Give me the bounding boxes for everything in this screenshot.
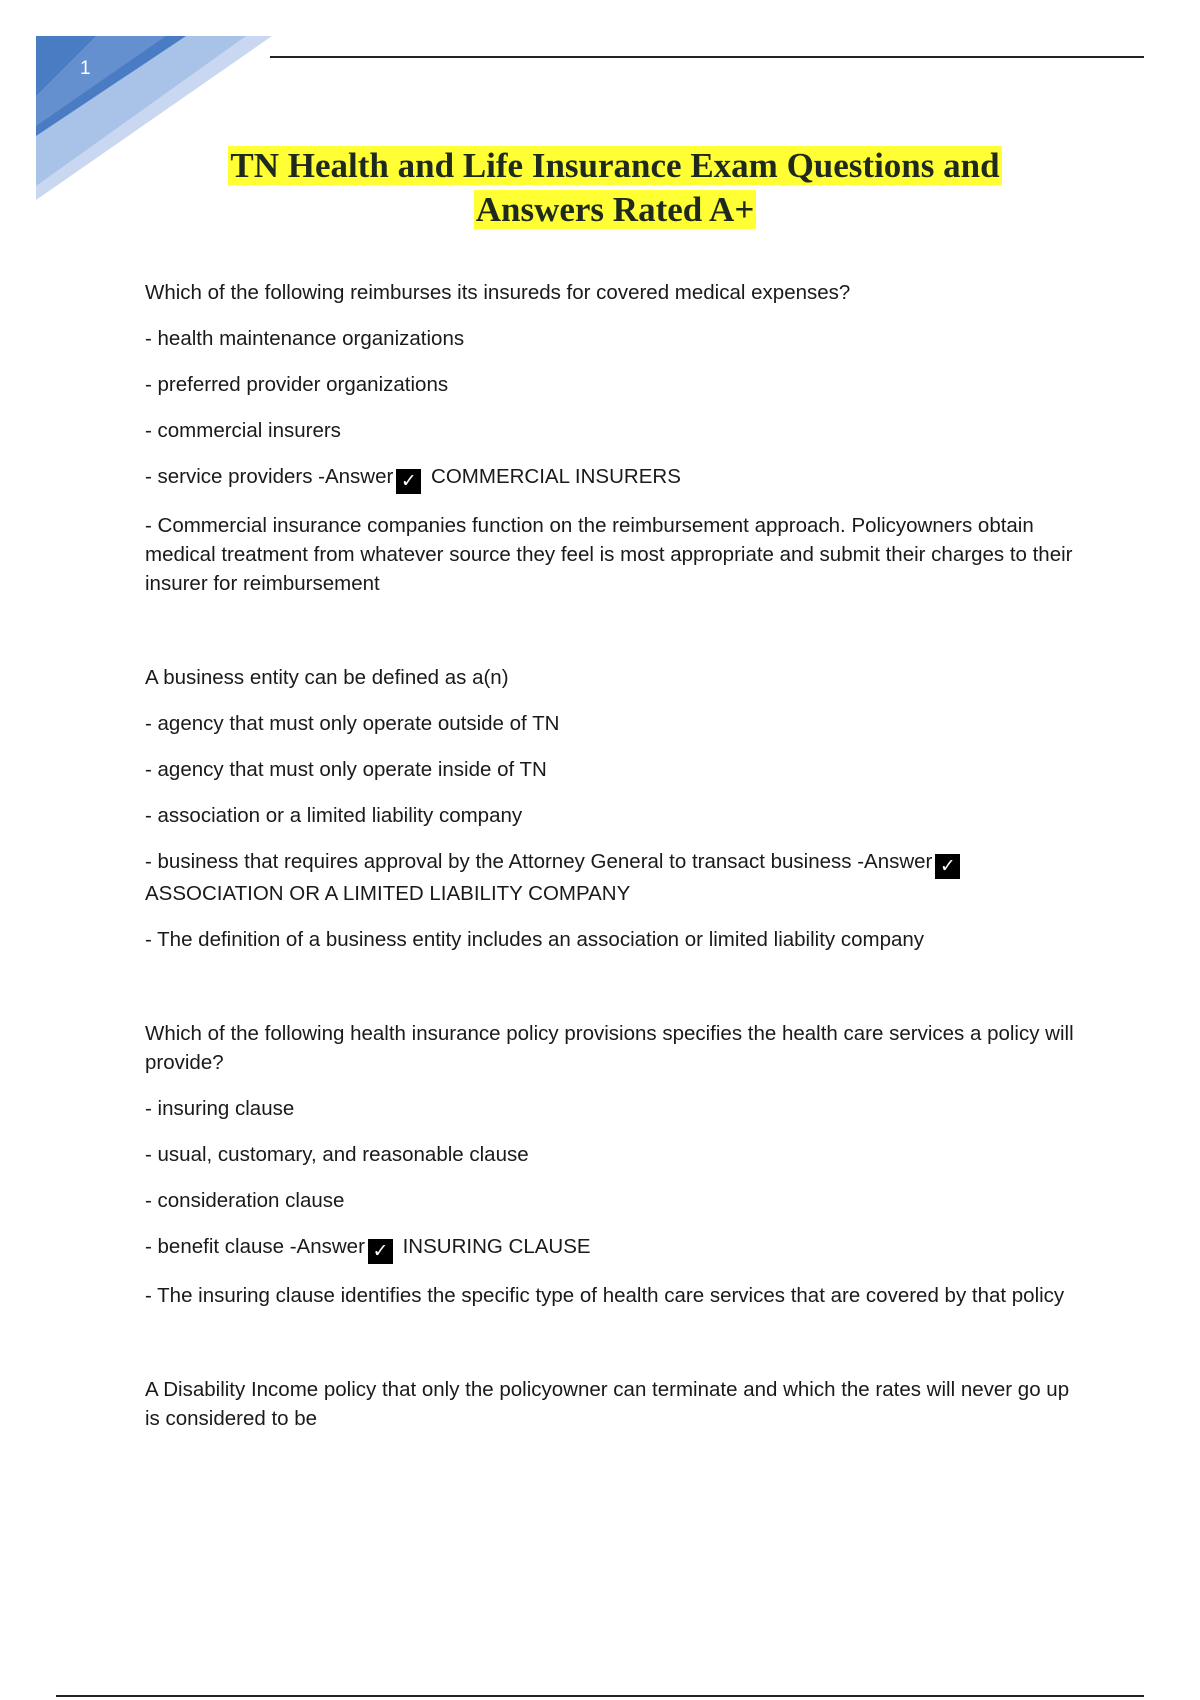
answer-option: - consideration clause <box>145 1189 345 1212</box>
answer-lead: - benefit clause -Answer <box>145 1235 365 1258</box>
answer-option: - insuring clause <box>145 1097 295 1120</box>
title-line-1: TN Health and Life Insurance Exam Questions and <box>230 146 1000 185</box>
answer-line <box>145 847 1085 908</box>
question-block <box>145 1375 1085 1433</box>
answer-option: - usual, customary, and reasonable clause <box>145 1143 529 1166</box>
answer-option: - association or a limited liability company <box>145 804 523 827</box>
title-line-2: Answers Rated A+ <box>475 190 755 229</box>
question-stem: Which of the following reimburses its insureds for covered medical expenses? <box>145 281 851 304</box>
answer-lead: - service providers -Answer <box>145 465 394 488</box>
footer-rule <box>56 1695 1144 1697</box>
questions-content <box>145 278 1085 1450</box>
question-spacer <box>145 615 1085 663</box>
checkmark-box-icon: ✓ <box>368 1239 393 1264</box>
answer-lead: - business that requires approval by the Attorney General to transact business -Answer <box>145 850 933 873</box>
answer-explanation: - The definition of a business entity includes an association or limited liability company <box>145 928 925 951</box>
correct-answer: COMMERCIAL INSURERS <box>431 465 681 488</box>
question-stem: A business entity can be defined as a(n) <box>145 666 509 689</box>
correct-answer: INSURING CLAUSE <box>402 1235 591 1258</box>
answer-option: - commercial insurers <box>145 419 341 442</box>
checkmark-box-icon: ✓ <box>935 854 960 879</box>
checkmark-box-icon: ✓ <box>396 469 421 494</box>
document-title <box>100 144 1130 232</box>
correct-answer: ASSOCIATION OR A LIMITED LIABILITY COMPANY <box>145 882 631 905</box>
page-number: 1 <box>80 58 91 79</box>
header-rule <box>270 56 1144 58</box>
answer-line <box>145 1232 1085 1264</box>
question-block <box>145 278 1085 598</box>
answer-option: - preferred provider organizations <box>145 373 449 396</box>
question-block <box>145 663 1085 954</box>
answer-option: - agency that must only operate outside of TN <box>145 712 560 735</box>
answer-line <box>145 462 1085 494</box>
question-spacer <box>145 971 1085 1019</box>
answer-option: - health maintenance organizations <box>145 327 465 350</box>
answer-explanation: - Commercial insurance companies function on the reimbursement approach. Policyowners obtain medical treatment from whatever source they feel is most appropriate and submit their charges to their insurer for reimbursement <box>145 514 1073 595</box>
answer-option: - agency that must only operate inside of TN <box>145 758 547 781</box>
question-stem: Which of the following health insurance policy provisions specifies the health care services a policy will provide? <box>145 1022 1074 1074</box>
question-block <box>145 1019 1085 1310</box>
answer-explanation: - The insuring clause identifies the specific type of health care services that are covered by that policy <box>145 1284 1065 1307</box>
question-stem: A Disability Income policy that only the policyowner can terminate and which the rates will never go up is considered to be <box>145 1378 1070 1430</box>
question-spacer <box>145 1327 1085 1375</box>
